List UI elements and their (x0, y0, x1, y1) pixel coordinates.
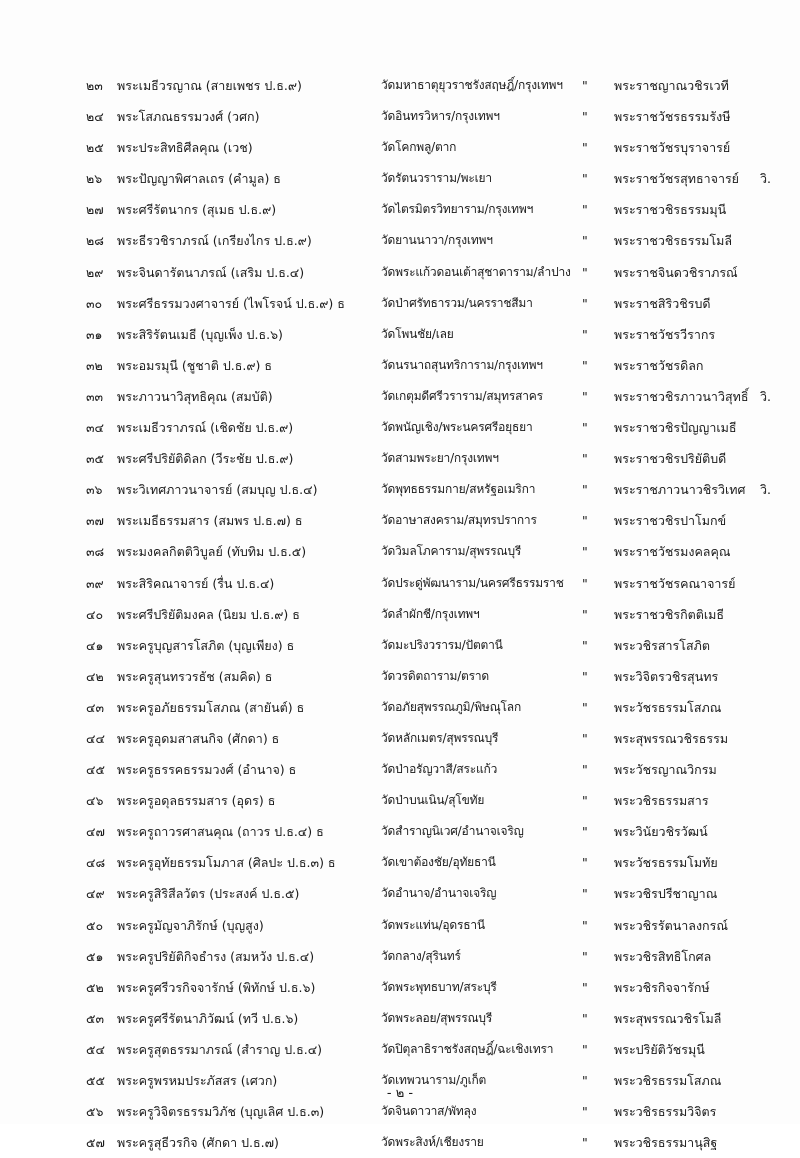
new-title: พระวิจิตรวชิรสุนทร (614, 668, 719, 684)
temple-province: วัดรัตนวราราม/พะเยา (381, 171, 492, 186)
ditto-mark: " (582, 948, 588, 964)
current-title: พระศรีรัตนากร (สุเมธ ป.ธ.๙) (117, 202, 277, 218)
temple-province: วัดสำราญนิเวศ/อำนาจเจริญ (381, 824, 524, 839)
item-number: ๕๐ (86, 917, 104, 933)
item-number: ๔๗ (86, 824, 105, 840)
list-item (0, 630, 800, 661)
item-number: ๔๑ (86, 637, 104, 653)
new-title: พระราชวชิรปริยัติบดี (614, 451, 727, 467)
item-number: ๓๖ (86, 482, 103, 498)
temple-province: วัดอินทรวิหาร/กรุงเทพฯ (381, 109, 500, 124)
temple-province: วัดเขาต้องชัย/อุทัยธานี (381, 855, 496, 870)
list-item (0, 505, 800, 536)
item-number: ๒๘ (86, 233, 104, 249)
current-title: พระครูอุทัยธรรมโมภาส (ศิลปะ ป.ธ.๓) ธ (117, 855, 336, 871)
ditto-mark: " (582, 326, 588, 342)
ditto-mark: " (582, 1041, 588, 1057)
new-title: พระวชิรสารโสภิต (614, 637, 710, 653)
new-title: พระราชวัชรคณาจารย์ (614, 575, 736, 591)
list-item (0, 412, 800, 443)
item-number: ๓๘ (86, 544, 105, 560)
current-title: พระครูปริยัติกิจธำรง (สมหวัง ป.ธ.๔) (117, 948, 315, 964)
item-number: ๔๒ (86, 668, 104, 684)
list-item (0, 319, 800, 350)
list-item (0, 225, 800, 256)
temple-province: วัดลำผักชี/กรุงเทพฯ (381, 606, 480, 621)
new-title: พระราชวัชรมงคลคุณ (614, 544, 731, 560)
new-title: พระราชสิริวชิรบดี (614, 295, 711, 311)
temple-province: วัดพระสิงห์/เชียงราย (381, 1135, 484, 1150)
temple-province: วัดมะปริงวรารม/ปัตตานี (381, 637, 503, 652)
list-item (0, 910, 800, 941)
current-title: พระครูมัญจาภิรักษ์ (บุญสูง) (117, 917, 264, 933)
ditto-mark: " (582, 482, 588, 498)
item-number: ๒๔ (86, 109, 104, 125)
ditto-mark: " (582, 233, 588, 249)
ditto-mark: " (582, 295, 588, 311)
ditto-mark: " (582, 388, 588, 404)
ditto-mark: " (582, 357, 588, 373)
current-title: พระปัญญาพิศาลเถร (คำมูล) ธ (117, 171, 281, 187)
current-title: พระภาวนาวิสุทธิคุณ (สมบัติ) (117, 388, 273, 404)
current-title: พระครูถาวรศาสนคุณ (ถาวร ป.ธ.๔) ธ (117, 824, 324, 840)
temple-province: วัดพระแท่น/อุดรธานี (381, 917, 485, 932)
current-title: พระครูอุดมสาสนกิจ (ศักดา) ธ (117, 730, 280, 746)
new-title: พระวชิรรัตนาลงกรณ์ (614, 917, 728, 933)
temple-province: วัดปิตุลาธิราชรังสฤษฎิ์/ฉะเชิงเทรา (381, 1041, 554, 1056)
item-number: ๓๕ (86, 451, 105, 467)
temple-province: วัดโพนชัย/เลย (381, 326, 454, 341)
list-item (0, 568, 800, 599)
new-title: พระปริยัติวัชรมุนี (614, 1041, 705, 1057)
list-item (0, 847, 800, 878)
item-number: ๕๗ (86, 1135, 105, 1151)
current-title: พระเมธีวรญาณ (สายเพชร ป.ธ.๙) (117, 78, 302, 93)
temple-province: วัดป่าอรัญวาสี/สระแก้ว (381, 762, 498, 777)
temple-province: วัดป่าบนเนิน/สุโขทัย (381, 793, 485, 808)
item-number: ๔๓ (86, 699, 105, 715)
current-title: พระโสภณธรรมวงศ์ (วศก) (117, 109, 260, 125)
ditto-mark: " (582, 451, 588, 467)
list-item (0, 941, 800, 972)
temple-province: วัดจินดาวาส/พัทลุง (381, 1104, 477, 1119)
temple-province: วัดยานนาวา/กรุงเทพฯ (381, 233, 493, 248)
item-number: ๓๑ (86, 326, 103, 342)
item-number: ๕๕ (86, 1073, 105, 1088)
item-number: ๔๖ (86, 793, 104, 809)
current-title: พระมงคลกิตติวิบูลย์ (ทับทิม ป.ธ.๕) (117, 544, 307, 560)
ditto-mark: " (582, 171, 588, 187)
temple-province: วัดพุทธธรรมกาย/สหรัฐอเมริกา (381, 482, 536, 497)
item-note: วิ. (760, 388, 771, 404)
list-item (0, 536, 800, 567)
ditto-mark: " (582, 855, 588, 871)
item-number: ๕๑ (86, 948, 104, 964)
current-title: พระศรีปริยัติดิลก (วีระชัย ป.ธ.๙) (117, 451, 294, 467)
temple-province: วัดพระพุทธบาท/สระบุรี (381, 979, 497, 994)
temple-province: วัดพระลอย/สุพรรณบุรี (381, 1010, 493, 1025)
current-title: พระครูบุญสารโสภิต (บุญเพียง) ธ (117, 637, 295, 653)
item-number: ๔๘ (86, 855, 106, 871)
list-item (0, 692, 800, 723)
list-item (0, 599, 800, 630)
new-title: พระวชิรปรีชาญาณ (614, 886, 718, 902)
temple-province: วัดวรดิตถาราม/ตราด (381, 668, 490, 683)
item-number: ๕๒ (86, 979, 104, 995)
item-number: ๔๙ (86, 886, 105, 902)
current-title: พระวิเทศภาวนาจารย์ (สมบุญ ป.ธ.๔) (117, 482, 318, 498)
ditto-mark: " (582, 699, 588, 715)
new-title: พระวชิรธรรมานุสิฐ (614, 1135, 718, 1151)
new-title: พระราชวชิรภาวนาวิสุทธิ์ (614, 388, 749, 404)
item-number: ๕๓ (86, 1010, 105, 1026)
temple-province: วัดอาษาสงคราม/สมุทรปราการ (381, 513, 537, 528)
item-number: ๔๕ (86, 762, 105, 778)
temple-province: วัดมหาธาตุยุวราชรังสฤษฎิ์/กรุงเทพฯ (381, 78, 563, 92)
new-title: พระวัชรธรรมโสภณ (614, 699, 722, 715)
ditto-mark: " (582, 793, 588, 809)
item-number: ๒๕ (86, 140, 104, 156)
item-number: ๓๔ (86, 420, 105, 436)
current-title: พระศรีปริยัติมงคล (นิยม ป.ธ.๙) ธ (117, 606, 300, 622)
new-title: พระวชิรธรรมสาร (614, 793, 709, 809)
list-item (0, 101, 800, 132)
ditto-mark: " (582, 202, 588, 218)
page-number: - ๒ - (386, 1086, 414, 1101)
list-item (0, 194, 800, 225)
new-title: พระวชิรกิจจารักษ์ (614, 979, 710, 995)
ditto-mark: " (582, 1073, 588, 1088)
current-title: พระประสิทธิศีลคุณ (เวช) (117, 140, 253, 156)
new-title: พระสุพรรณวชิรธรรม (614, 730, 729, 746)
new-title: พระราชวชิรธรรมโมลี (614, 233, 733, 249)
temple-province: วัดประดู่พัฒนาราม/นครศรีธรรมราช (381, 575, 564, 590)
ditto-mark: " (582, 1135, 588, 1151)
list-item (0, 443, 800, 474)
current-title: พระครูพรหมประภัสสร (เศวก) (117, 1073, 278, 1088)
item-number: ๒๙ (86, 264, 104, 280)
ditto-mark: " (582, 575, 588, 591)
current-title: พระเมธีวราภรณ์ (เชิดชัย ป.ธ.๙) (117, 420, 294, 436)
list-item (0, 257, 800, 288)
ditto-mark: " (582, 668, 588, 684)
new-title: พระวัชรธรรมโมทัย (614, 855, 718, 871)
new-title: พระวชิรธรรมโสภณ (614, 1073, 722, 1088)
current-title: พระครูสุนทรวรธัช (สมคิด) ธ (117, 668, 273, 684)
current-title: พระครูสิริสีลวัตร (ประสงค์ ป.ธ.๕) (117, 886, 300, 902)
current-title: พระครูอดุลธรรมสาร (อุดร) ธ (117, 793, 276, 809)
list-item (0, 474, 800, 505)
temple-province: วัดอำนาจ/อำนาจเจริญ (381, 886, 497, 901)
item-number: ๓๓ (86, 388, 104, 404)
new-title: พระราชวชิรปาโมกข์ (614, 513, 727, 529)
ditto-mark: " (582, 886, 588, 902)
new-title: พระวินัยวชิรวัฒน์ (614, 824, 708, 840)
current-title: พระสิริรัตนเมธี (บุญเพ็ง ป.ธ.๖) (117, 326, 283, 342)
temple-province: วัดสามพระยา/กรุงเทพฯ (381, 451, 499, 466)
ditto-mark: " (582, 1104, 588, 1120)
item-number: ๒๓ (86, 78, 103, 93)
list-item (0, 1034, 800, 1065)
temple-province: วัดวิมลโภคาราม/สุพรรณบุรี (381, 544, 522, 559)
new-title: พระวัชรญาณวิกรม (614, 762, 717, 778)
ditto-mark: " (582, 606, 588, 622)
list-item (0, 1003, 800, 1034)
ditto-mark: " (582, 544, 588, 560)
list-item (0, 288, 800, 319)
temple-province: วัดเกตุมดีศรีวราราม/สมุทรสาคร (381, 388, 543, 403)
ditto-mark: " (582, 762, 588, 778)
list-item (0, 1127, 800, 1158)
item-number: ๓๗ (86, 513, 104, 529)
temple-province: วัดนรนาถสุนทริการาม/กรุงเทพฯ (381, 357, 543, 372)
temple-province: วัดไตรมิตรวิทยาราม/กรุงเทพฯ (381, 202, 534, 217)
list-item (0, 163, 800, 194)
list-item (0, 132, 800, 163)
new-title: พระราชญาณวชิรเวที (614, 78, 729, 93)
temple-province: วัดพระแก้วดอนเต้าสุชาดาราม/ลำปาง (381, 264, 571, 279)
new-title: พระราชวัชรวีรากร (614, 326, 716, 342)
item-note: วิ. (760, 171, 771, 187)
ditto-mark: " (582, 637, 588, 653)
list-item (0, 754, 800, 785)
current-title: พระเมธีธรรมสาร (สมพร ป.ธ.๗) ธ (117, 513, 303, 529)
ditto-mark: " (582, 420, 588, 436)
list-item (0, 381, 800, 412)
list-item (0, 972, 800, 1003)
current-title: พระครูสุตธรรมาภรณ์ (สำราญ ป.ธ.๔) (117, 1041, 323, 1057)
list-item (0, 816, 800, 847)
current-title: พระครูธรรคธรรมวงศ์ (อำนาจ) ธ (117, 762, 297, 778)
new-title: พระสุพรรณวชิรโมลี (614, 1010, 722, 1026)
item-number: ๓๐ (86, 295, 103, 311)
new-title: พระราชวชิรปัญญาเมธี (614, 420, 737, 436)
current-title: พระครูอภัยธรรมโสภณ (สายันต์) ธ (117, 699, 305, 715)
appointment-list (0, 70, 800, 1158)
item-number: ๔๐ (86, 606, 104, 622)
ditto-mark: " (582, 140, 588, 156)
new-title: พระราชจินดวชิราภรณ์ (614, 264, 738, 280)
current-title: พระธีรวชิราภรณ์ (เกรียงไกร ป.ธ.๙) (117, 233, 312, 249)
ditto-mark: " (582, 917, 588, 933)
list-item (0, 785, 800, 816)
list-item (0, 350, 800, 381)
list-item (0, 70, 800, 101)
item-number: ๕๖ (86, 1104, 104, 1120)
new-title: พระวชิรสิทธิโกศล (614, 948, 712, 964)
item-number: ๕๔ (86, 1041, 105, 1057)
new-title: พระราชวชิรกิตติเมธี (614, 606, 725, 622)
ditto-mark: " (582, 513, 588, 529)
item-number: ๒๗ (86, 202, 104, 218)
ditto-mark: " (582, 1010, 588, 1026)
ditto-mark: " (582, 824, 588, 840)
new-title: พระราชวัชรดิลก (614, 357, 704, 373)
temple-province: วัดป่าศรัทธารวม/นครราชสีมา (381, 295, 533, 310)
new-title: พระราชวัชรสุทธาจารย์ (614, 171, 739, 187)
new-title: พระวชิรธรรมวิจิตร (614, 1104, 717, 1120)
temple-province: วัดโคกพลู/ตาก (381, 140, 457, 155)
current-title: พระครูศรีรัตนาภิวัฒน์ (ทวี ป.ธ.๖) (117, 1010, 299, 1026)
item-number: ๓๙ (86, 575, 104, 591)
new-title: พระราชวัชรธรรมรังษี (614, 109, 731, 125)
ditto-mark: " (582, 979, 588, 995)
list-item (0, 723, 800, 754)
temple-province: วัดเทพวนาราม/ภูเก็ต (381, 1073, 487, 1087)
current-title: พระครูวิจิตรธรรมวิภัช (บุญเลิศ ป.ธ.๓) (117, 1104, 325, 1120)
temple-province: วัดหลักเมตร/สุพรรณบุรี (381, 730, 499, 745)
temple-province: วัดกลาง/สุรินทร์ (381, 948, 461, 963)
new-title: พระราชวัชรบุราจารย์ (614, 140, 731, 156)
current-title: พระครูศรีวรกิจจารักษ์ (พิทักษ์ ป.ธ.๖) (117, 979, 316, 995)
item-note: วิ. (760, 482, 771, 498)
temple-province: วัดพนัญเชิง/พระนครศรีอยุธยา (381, 420, 533, 435)
ditto-mark: " (582, 109, 588, 125)
current-title: พระศรีธรรมวงศาจารย์ (ไพโรจน์ ป.ธ.๙) ธ (117, 295, 345, 311)
item-number: ๒๖ (86, 171, 103, 187)
list-item (0, 878, 800, 909)
ditto-mark: " (582, 264, 588, 280)
item-number: ๔๔ (86, 730, 105, 746)
current-title: พระสิริคณาจารย์ (รื่น ป.ธ.๔) (117, 575, 275, 591)
current-title: พระครูสุธีวรกิจ (ศักดา ป.ธ.๗) (117, 1135, 279, 1151)
ditto-mark: " (582, 730, 588, 746)
current-title: พระอมรมุนี (ชูชาติ ป.ธ.๙) ธ (117, 357, 272, 373)
item-number: ๓๒ (86, 357, 103, 373)
current-title: พระจินดารัตนาภรณ์ (เสริม ป.ธ.๔) (117, 264, 305, 280)
new-title: พระราชวชิรธรรมมุนี (614, 202, 727, 218)
temple-province: วัดอภัยสุพรรณภูมิ/พิษณุโลก (381, 699, 522, 714)
list-item (0, 661, 800, 692)
ditto-mark: " (582, 78, 588, 93)
new-title: พระราชภาวนาวชิรวิเทศ (614, 482, 746, 498)
